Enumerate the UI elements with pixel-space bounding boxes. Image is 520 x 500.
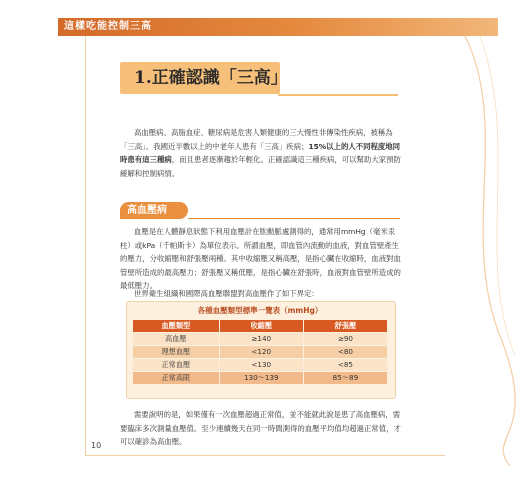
- table-cell-systolic: ≥140: [219, 333, 303, 346]
- table-row: [133, 333, 388, 346]
- closing-line-3: 壓平均值均超過正常值，才可以確診為高血壓。: [120, 423, 401, 446]
- intro-paragraph: [120, 126, 402, 180]
- bp-line-2: mmHg（毫米汞柱）或kPa（千帕斯卡）為單位表示。所謂血壓，即血管: [120, 227, 396, 250]
- table-cell-type: 正常血壓: [133, 359, 220, 372]
- table-row: [133, 346, 388, 359]
- table-cell-type: 高血壓: [133, 333, 220, 346]
- closing-line-1: 需要說明的是，如果僅有一次血壓超過正常值，並不能就此說是患了: [134, 410, 356, 419]
- intro-line-3-rest: ，而且患者逐漸趨於年輕化。: [171, 155, 268, 164]
- bp-line-5: 壓又稱低壓，是指心臟在舒張時，血液對血管壁所造成的最低壓力。: [120, 267, 401, 290]
- table-header-type: 血壓類型: [133, 320, 220, 333]
- section-heading: 高血壓病: [127, 205, 167, 216]
- table-row: [133, 359, 388, 372]
- left-margin-rule: [85, 36, 86, 456]
- who-definition-paragraph: 世界衛生組織和國際高血壓聯盟對高血壓作了如下界定：: [134, 289, 319, 298]
- bp-line-1: 血壓是在人體靜息狀態下利用血壓計在肱動脈處測得的，通常用: [134, 227, 341, 236]
- table-cell-diastolic: <85: [303, 359, 387, 372]
- bp-standards-table: [132, 319, 388, 385]
- bottom-margin-rule: [85, 455, 445, 456]
- blood-pressure-paragraph: [120, 225, 402, 293]
- page-number: 10: [91, 441, 102, 450]
- table-cell-diastolic: <80: [303, 346, 387, 359]
- chapter-title: 1.正確認識「三高」: [134, 68, 288, 88]
- table-cell-diastolic: ≥90: [303, 333, 387, 346]
- table-cell-systolic: 130～139: [219, 372, 303, 385]
- bp-line-3: 內流動的血液，對血管壁產生的壓力，分收縮壓和舒張壓兩種。其中收縮: [120, 240, 400, 263]
- table-cell-type: 理想血壓: [133, 346, 220, 359]
- section-heading-rule: [188, 218, 400, 219]
- intro-line-3-bold: 15%以上的人不同程度地同時患有這三種病: [120, 141, 401, 164]
- decorative-swoosh: [455, 36, 520, 466]
- table-header-row: [133, 320, 388, 333]
- table-cell-type: 正常高限: [133, 372, 220, 385]
- table-header-systolic: 收縮壓: [219, 320, 303, 333]
- bp-table-caption: 各種血壓類型標準一覽表（mmHg）: [197, 306, 323, 315]
- closing-line-2: 高血壓病，需要臨床多次測量血壓值。至少連續幾天在同一時間測得的血: [120, 410, 401, 433]
- table-cell-systolic: <120: [219, 346, 303, 359]
- table-header-diastolic: 舒張壓: [303, 320, 387, 333]
- bp-line-4: 壓又稱高壓，是指心臟在收縮時，血液對血管壁所造成的最高壓力；舒張: [120, 254, 401, 277]
- running-header-title: 這樣吃能控制三高: [64, 21, 152, 32]
- intro-line-2: 病，被稱為「三高」。我國近半數以上的中老年人患有「三高」疾病；: [120, 128, 393, 151]
- table-row: [133, 372, 388, 385]
- intro-line-4: 正確認識這三種疾病，可以幫助大家預防緩解和控制病情。: [120, 155, 401, 178]
- table-cell-diastolic: 85～89: [303, 372, 387, 385]
- table-cell-systolic: <130: [219, 359, 303, 372]
- closing-paragraph: [120, 408, 402, 449]
- chapter-title-underline: [278, 94, 398, 96]
- intro-line-1: 高血壓病、高脂血症、糖尿病是危害人類健康的三大慢性非傳染性疾: [134, 128, 356, 137]
